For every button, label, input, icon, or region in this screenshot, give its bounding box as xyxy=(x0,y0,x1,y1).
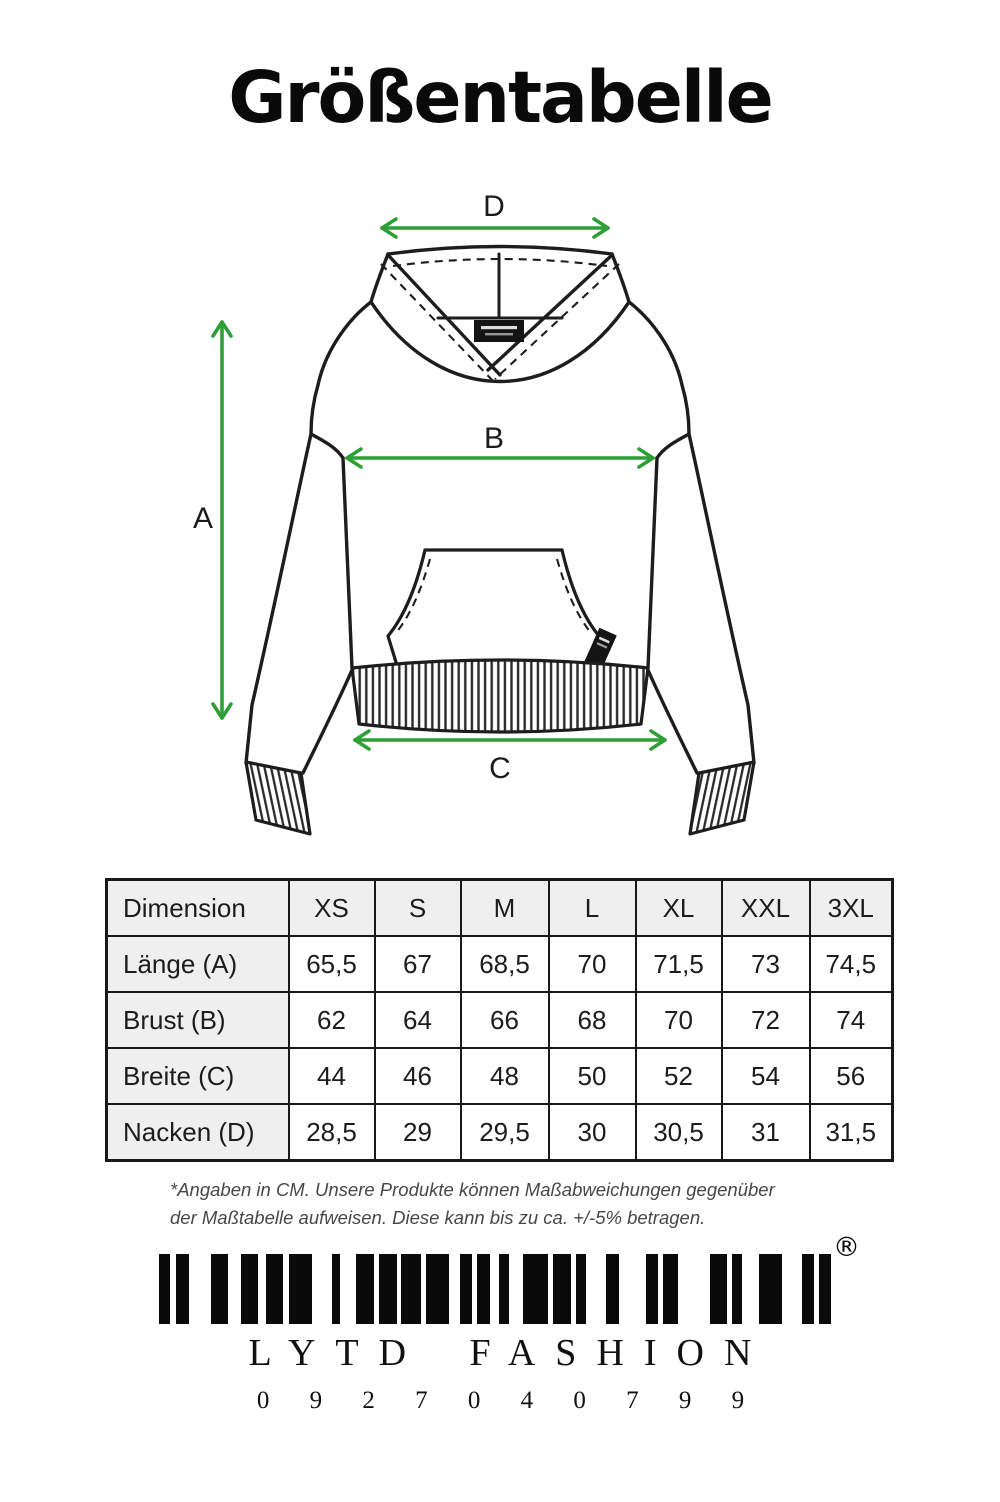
barcode-bar xyxy=(241,1254,258,1324)
dim-label-a: A xyxy=(192,502,214,535)
brand-name: LYTD FASHION xyxy=(248,1332,772,1374)
barcode-bar xyxy=(426,1254,449,1324)
barcode-bar xyxy=(759,1254,782,1324)
barcode-bar xyxy=(460,1254,472,1324)
header-m: M xyxy=(461,880,549,937)
cell: 71,5 xyxy=(636,936,722,992)
row-label: Nacken (D) xyxy=(107,1104,289,1161)
cell: 70 xyxy=(549,936,636,992)
barcode-bar xyxy=(499,1254,509,1324)
disclaimer-line-2: der Maßtabelle aufweisen. Diese kann bis zu ca. +/-5% betragen. xyxy=(170,1207,706,1228)
kangaroo-pocket xyxy=(388,550,599,672)
registered-trademark-icon: ® xyxy=(833,1232,860,1263)
row-label: Brust (B) xyxy=(107,992,289,1048)
header-dimension: Dimension xyxy=(107,880,289,937)
cell: 66 xyxy=(461,992,549,1048)
barcode-bar xyxy=(356,1254,374,1324)
size-table xyxy=(105,878,894,1162)
row-label: Länge (A) xyxy=(107,936,289,992)
header-xxl: XXL xyxy=(722,880,810,937)
cell: 52 xyxy=(636,1048,722,1104)
table-header-row xyxy=(107,880,893,937)
header-xl: XL xyxy=(636,880,722,937)
cell: 48 xyxy=(461,1048,549,1104)
header-xs: XS xyxy=(289,880,375,937)
barcode-bar xyxy=(646,1254,658,1324)
table-row xyxy=(107,1104,893,1161)
barcode-bar xyxy=(266,1254,283,1324)
cell: 50 xyxy=(549,1048,636,1104)
barcode-bar xyxy=(663,1254,678,1324)
barcode-bar xyxy=(732,1254,742,1324)
cell: 72 xyxy=(722,992,810,1048)
cell: 29 xyxy=(375,1104,461,1161)
dim-label-d: D xyxy=(483,190,505,223)
cell: 31,5 xyxy=(810,1104,893,1161)
cell: 30 xyxy=(549,1104,636,1161)
cell: 67 xyxy=(375,936,461,992)
header-3xl: 3XL xyxy=(810,880,893,937)
cell: 70 xyxy=(636,992,722,1048)
barcode-bar xyxy=(401,1254,421,1324)
barcode-bar xyxy=(606,1254,619,1324)
cell: 74,5 xyxy=(810,936,893,992)
table-row xyxy=(107,936,893,992)
cuff-left xyxy=(246,762,310,834)
cell: 68 xyxy=(549,992,636,1048)
cell: 28,5 xyxy=(289,1104,375,1161)
barcode-bar xyxy=(819,1254,831,1324)
cell: 64 xyxy=(375,992,461,1048)
page-title: Größentabelle xyxy=(228,56,772,139)
disclaimer-text xyxy=(170,1176,870,1232)
barcode-bar xyxy=(576,1254,586,1324)
barcode-bar xyxy=(332,1254,340,1324)
cell: 46 xyxy=(375,1048,461,1104)
cell: 65,5 xyxy=(289,936,375,992)
cell: 74 xyxy=(810,992,893,1048)
barcode-bar xyxy=(159,1254,170,1324)
row-label: Breite (C) xyxy=(107,1048,289,1104)
barcode-bar xyxy=(176,1254,189,1324)
table-row xyxy=(107,1048,893,1104)
barcode-number: 0 9 2 7 0 4 0 7 9 9 xyxy=(256,1387,762,1414)
cell: 73 xyxy=(722,936,810,992)
arrow-a xyxy=(213,322,231,718)
waistband xyxy=(352,660,648,732)
cell: 54 xyxy=(722,1048,810,1104)
cell: 29,5 xyxy=(461,1104,549,1161)
cell: 62 xyxy=(289,992,375,1048)
header-l: L xyxy=(549,880,636,937)
cell: 56 xyxy=(810,1048,893,1104)
barcode-bar xyxy=(477,1254,490,1324)
pocket-stitch-lines xyxy=(396,559,591,633)
disclaimer-line-1: *Angaben in CM. Unsere Produkte können Maßabweichungen gegenüber xyxy=(170,1179,775,1200)
dim-label-b: B xyxy=(483,422,505,455)
barcode-bar xyxy=(211,1254,228,1324)
dim-label-c: C xyxy=(489,752,511,785)
cell: 30,5 xyxy=(636,1104,722,1161)
cell: 68,5 xyxy=(461,936,549,992)
table-row xyxy=(107,992,893,1048)
barcode-bar xyxy=(379,1254,397,1324)
barcode-bar xyxy=(523,1254,548,1324)
cell: 31 xyxy=(722,1104,810,1161)
barcode xyxy=(159,1254,831,1324)
barcode-bar xyxy=(802,1254,814,1324)
barcode-bar xyxy=(710,1254,727,1324)
header-s: S xyxy=(375,880,461,937)
arrow-c xyxy=(355,731,665,749)
barcode-bar xyxy=(289,1254,312,1324)
neck-label xyxy=(474,320,524,342)
barcode-bar xyxy=(553,1254,571,1324)
cell: 44 xyxy=(289,1048,375,1104)
cuff-right xyxy=(690,762,754,834)
